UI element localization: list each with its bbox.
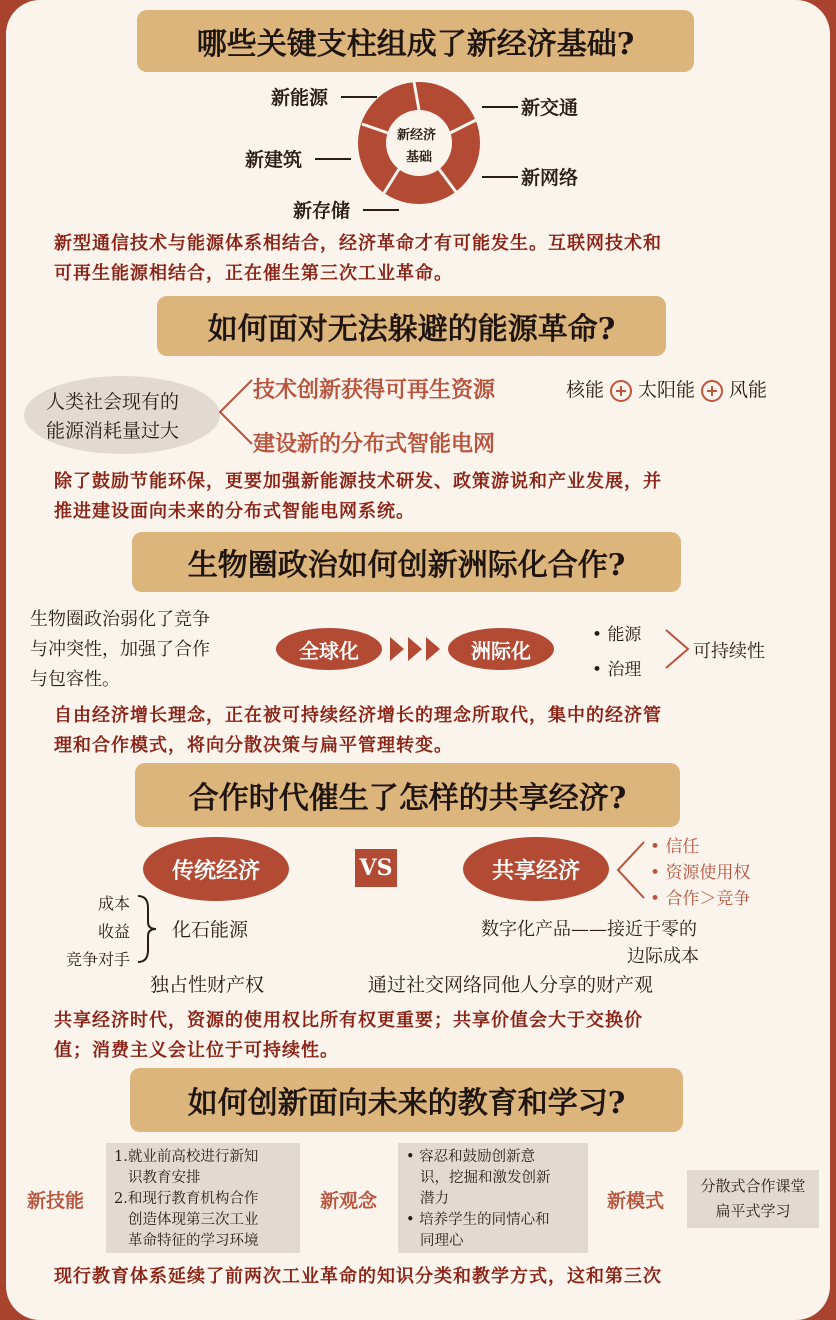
section4-summary: 共享经济时代，资源的使用权比所有权更重要；共享价值会大于交换价 值；消费主义会让位于可持续性。 — [54, 1010, 643, 1061]
new-concept-label: 新观念 — [320, 1190, 378, 1212]
pillar-new-storage: 新存储 — [293, 200, 351, 222]
pillar-new-storage-line — [363, 209, 399, 211]
sustainability-bracket — [664, 628, 690, 670]
section3-summary: 自由经济增长理念，正在被可持续经济增长的理念所取代，集中的经济管 理和合作模式，将向分散决策与扁平管理转变。 — [54, 705, 662, 756]
new-mode-label: 新模式 — [607, 1190, 665, 1212]
sustainability-label: 可持续性 — [693, 641, 765, 662]
energy-problem-line2: 能源消耗量过大 — [46, 420, 180, 442]
fossil-energy: 化石能源 — [172, 919, 249, 941]
energy-problem-line1: 人类社会现有的 — [46, 391, 180, 413]
section3-title: 生物圈政治如何创新洲际化合作? — [132, 532, 681, 592]
section4-title: 合作时代催生了怎样的共享经济? — [135, 763, 680, 827]
bullet-energy: • 能源 — [592, 625, 642, 645]
pillar-new-building: 新建筑 — [245, 149, 303, 171]
section2-summary: 除了鼓励节能环保，更要加强新能源技术研发、政策游说和产业发展，并 推进建设面向未来的分布式智能电网系统。 — [54, 471, 662, 522]
exclusive-property: 独占性财产权 — [150, 974, 265, 996]
cycle-center-line2: 基础 — [406, 150, 433, 165]
trait-access-rights: • 资源使用权 — [650, 863, 751, 883]
plus-icon — [610, 380, 632, 402]
pillar-new-network-line — [482, 176, 518, 178]
digital-products: 数字化产品——接近于零的 — [481, 919, 697, 940]
section1-title: 哪些关键支柱组成了新经济基础? — [137, 10, 694, 72]
new-concept-box: • 容忍和鼓励创新意 识，挖掘和激发创新 潜力 • 培养学生的同情心和 同理心 — [398, 1143, 588, 1253]
sharing-economy-oval: 共享经济 — [463, 837, 609, 901]
bullet-governance: • 治理 — [592, 660, 642, 680]
traditional-economy-oval: 传统经济 — [143, 837, 289, 901]
resource-nuclear: 核能 — [566, 379, 605, 401]
triple-arrow-icon — [390, 637, 442, 661]
shared-property: 通过社交网络同他人分享的财产观 — [368, 974, 654, 996]
pillar-new-transport: 新交通 — [521, 97, 579, 119]
biosphere-politics-text: 生物圈政治弱化了竞争 与冲突性，加强了合作 与包容性。 — [30, 609, 210, 690]
resource-solar: 太阳能 — [638, 379, 696, 401]
new-mode-box: 分散式合作课堂 扁平式学习 — [687, 1170, 819, 1228]
traditional-brace — [134, 894, 158, 964]
pillar-new-building-line — [315, 158, 351, 160]
section2-title: 如何面对无法躲避的能源革命? — [157, 296, 666, 356]
pillar-new-network: 新网络 — [521, 167, 579, 189]
marginal-cost: 边际成本 — [627, 946, 699, 967]
new-skill-label: 新技能 — [27, 1190, 85, 1212]
vs-badge: VS — [355, 849, 397, 887]
intercontinental-oval: 洲际化 — [448, 628, 554, 670]
trait-cooperation: • 合作＞竞争 — [650, 889, 751, 909]
new-skill-box: 1.就业前高校进行新知 识教育安排 2.和现行教育机构合作 创造体现第三次工业 革命特征的学习环境 — [106, 1143, 300, 1253]
energy-branch-bracket — [218, 378, 254, 446]
globalization-oval: 全球化 — [276, 628, 382, 670]
new-economy-cycle-diagram — [356, 80, 482, 206]
sharing-traits-bracket — [616, 840, 646, 900]
pillar-new-energy-line — [341, 96, 377, 98]
section5-title: 如何创新面向未来的教育和学习? — [130, 1068, 683, 1132]
resource-wind: 风能 — [729, 379, 768, 401]
pillar-new-transport-line — [482, 106, 518, 108]
plus-icon — [701, 380, 723, 402]
pillar-new-energy: 新能源 — [271, 87, 329, 109]
section5-summary-cut: 现行教育体系延续了前两次工业革命的知识分类和教学方式，这和第三次 — [54, 1266, 662, 1287]
branch-smart-grid: 建设新的分布式智能电网 — [253, 431, 496, 457]
trait-trust: • 信任 — [650, 837, 700, 857]
cycle-center-line1: 新经济 — [397, 128, 437, 143]
resource-list — [566, 375, 767, 402]
traditional-items: 成本 收益 竞争对手 — [65, 894, 130, 969]
section1-summary: 新型通信技术与能源体系相结合，经济革命才有可能发生。互联网技术和 可再生能源相结合，正在催生第三次工业革命。 — [54, 233, 662, 284]
branch-tech-innovation: 技术创新获得可再生资源 — [253, 377, 496, 403]
